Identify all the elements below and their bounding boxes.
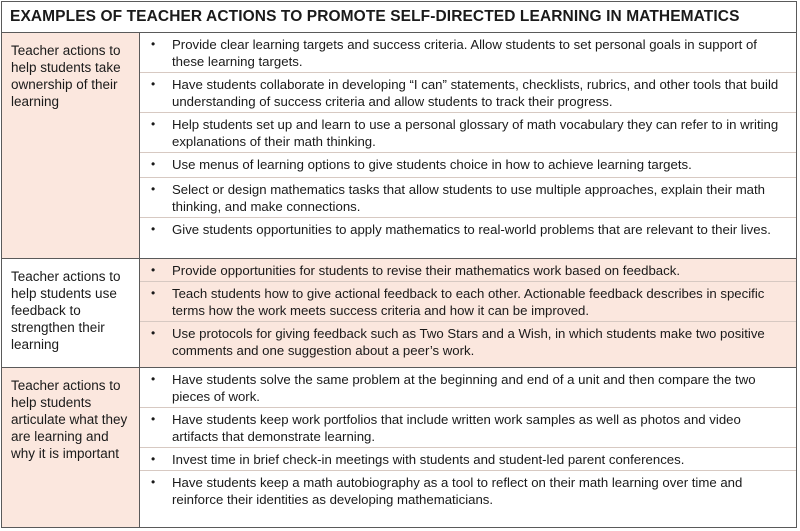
section-articulate [2,368,796,527]
item-text: Have students solve the same problem at the beginning and end of a unit and then compare the two pieces of work. [172,372,756,404]
list-item [140,73,796,113]
list-item [140,218,796,258]
list-item [140,113,796,153]
bullet-icon: • [151,182,156,196]
list-item [140,448,796,471]
list-item [140,153,796,178]
section-ownership [2,33,796,259]
section-label: Teacher actions to help students take ownership of their learning [2,33,140,258]
section-label: Teacher actions to help students articulate what they are learning and why it is important [2,368,140,527]
bullet-icon: • [151,263,156,277]
item-text: Teach students how to give actional feedback to each other. Actionable feedback describes in specific terms how the work meets success criteria and how it can be improved. [172,286,765,318]
item-text: Use menus of learning options to give students choice in how to achieve learning targets. [172,157,692,172]
bullet-icon: • [151,117,156,131]
bullet-icon: • [151,286,156,300]
item-text: Have students collaborate in developing “I can” statements, checklists, rubrics, and other tools that build understanding of success criteria and allow students to track their progress. [172,77,779,109]
table-title: EXAMPLES OF TEACHER ACTIONS TO PROMOTE SELF-DIRECTED LEARNING IN MATHEMATICS [2,2,796,33]
examples-table [1,1,797,528]
item-text: Help students set up and learn to use a personal glossary of math vocabulary they can refer to in writing explanations of their math thinking. [172,117,779,149]
item-text: Select or design mathematics tasks that allow students to use multiple approaches, explain their math thinking, and make connections. [172,182,766,214]
item-text: Have students keep work portfolios that include written work samples as well as photos and video artifacts that demonstrate learning. [172,412,741,444]
bullet-icon: • [151,77,156,91]
action-list [140,33,796,258]
bullet-icon: • [151,37,156,51]
bullet-icon: • [151,326,156,340]
section-feedback [2,259,796,368]
list-item [140,259,796,282]
list-item [140,408,796,448]
item-text: Invest time in brief check-in meetings with students and student-led parent conferences. [172,452,685,467]
item-text: Provide opportunities for students to revise their mathematics work based on feedback. [172,263,680,278]
list-item [140,282,796,322]
list-item [140,178,796,218]
action-list [140,259,796,367]
bullet-icon: • [151,157,156,171]
bullet-icon: • [151,372,156,386]
action-list [140,368,796,527]
section-label: Teacher actions to help students use feedback to strengthen their learning [2,259,140,367]
bullet-icon: • [151,475,156,489]
bullet-icon: • [151,452,156,466]
bullet-icon: • [151,412,156,426]
list-item [140,471,796,527]
list-item [140,368,796,408]
list-item [140,322,796,367]
item-text: Give students opportunities to apply mathematics to real-world problems that are relevant to their lives. [172,222,771,237]
item-text: Have students keep a math autobiography as a tool to reflect on their math learning over time and reinforce their identities as developing mathematicians. [172,475,743,507]
bullet-icon: • [151,222,156,236]
item-text: Provide clear learning targets and success criteria. Allow students to set personal goals in support of these learning targets. [172,37,757,69]
list-item [140,33,796,73]
item-text: Use protocols for giving feedback such as Two Stars and a Wish, in which students make two positive comments and one suggestion about a peer’s work. [172,326,765,358]
